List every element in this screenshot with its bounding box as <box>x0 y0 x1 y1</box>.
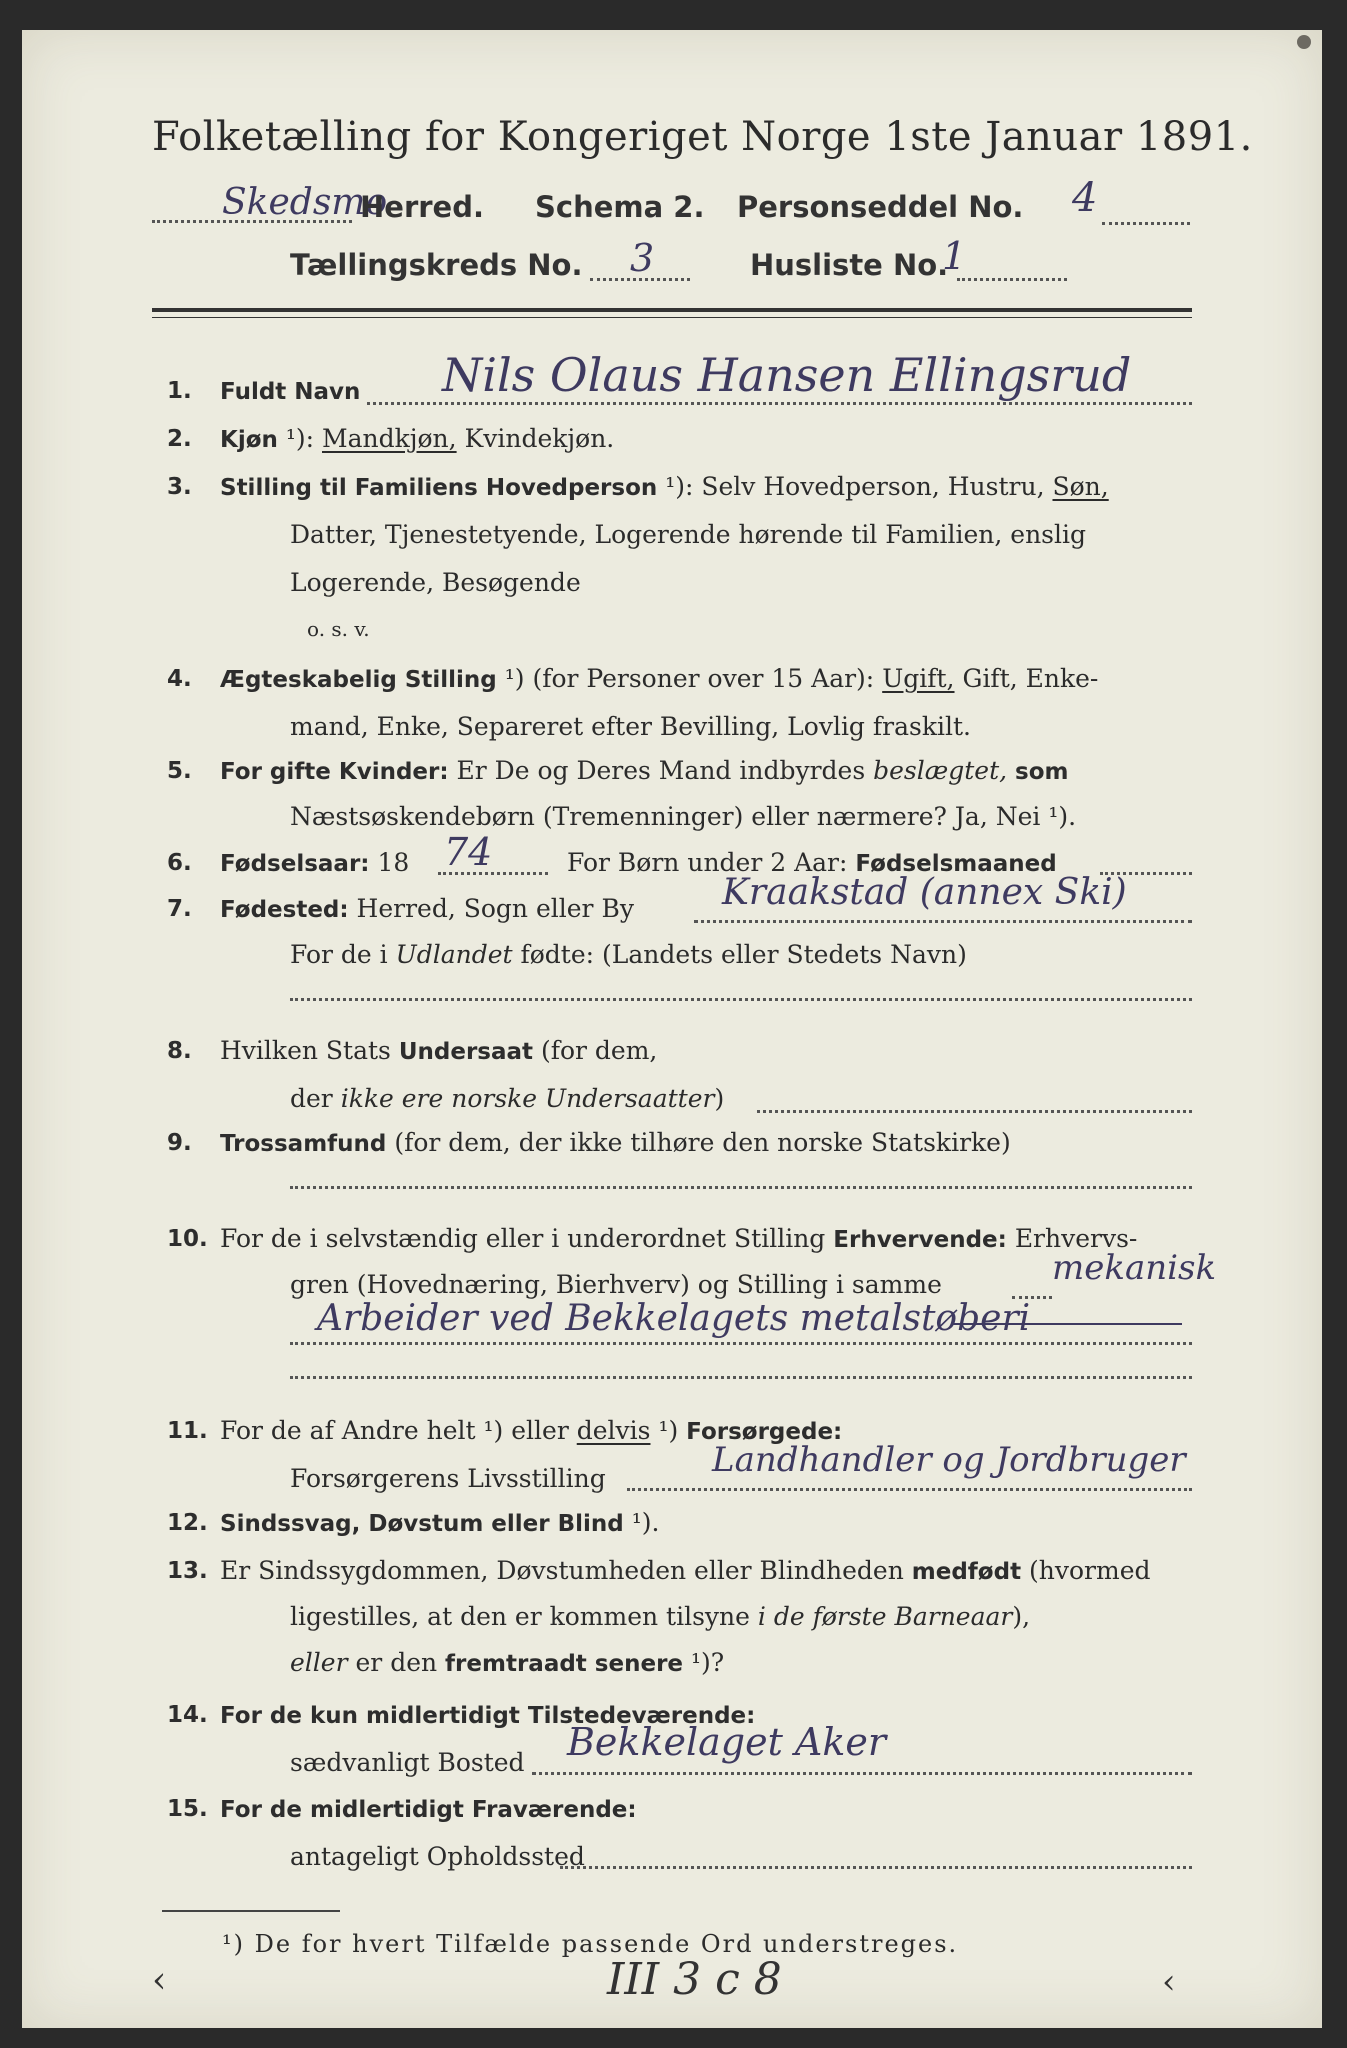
q1-number: 1. <box>167 378 192 404</box>
footnote: ¹) De for hvert Tilfælde passende Ord understreges. <box>222 1930 959 1958</box>
q3-number: 3. <box>167 474 192 500</box>
q15-label: For de midlertidigt Fraværende: <box>220 1797 637 1823</box>
q5-line2: Næstsøskendebørn (Tremenninger) eller nærmere? Ja, Nei ¹). <box>290 802 1077 831</box>
q4-line2: mand, Enke, Separeret efter Bevilling, Lovlig fraskilt. <box>290 712 971 741</box>
pin-hole <box>1297 35 1311 49</box>
q3-option-son: Søn, <box>1052 472 1109 501</box>
personseddel-dots <box>1102 222 1190 225</box>
q13-line2b: i de første Barneaar <box>757 1602 1013 1631</box>
q13-line2c: ), <box>1012 1602 1031 1631</box>
herred-label: Herred. <box>360 190 484 224</box>
q12-footnote: ¹). <box>631 1508 660 1537</box>
q11-b: ¹) <box>658 1416 679 1445</box>
q11-a: For de af Andre helt ¹) eller <box>220 1416 569 1445</box>
q15-line2: antageligt Opholdssted <box>290 1842 585 1871</box>
personseddel-value: 4 <box>1072 175 1098 221</box>
q5-som: som <box>1015 759 1069 785</box>
q9-rest: (for dem, der ikke tilhøre den norske Statskirke) <box>394 1128 1011 1157</box>
q8-a: Hvilken Stats <box>220 1036 391 1065</box>
occupation-value-1: mekanisk <box>1052 1248 1217 1288</box>
q15-number: 15. <box>167 1796 208 1822</box>
q13-c: (hvormed <box>1029 1556 1151 1585</box>
schema-label: Schema 2. <box>535 190 705 224</box>
q9-label: Trossamfund <box>220 1131 387 1157</box>
q2-number: 2. <box>167 426 192 452</box>
q5-question: Er De og Deres Mand indbyrdes <box>456 756 866 785</box>
q7-line2c: fødte: (Landets eller Stedets Navn) <box>520 940 967 969</box>
q11-line2: Forsørgerens Livsstilling <box>290 1464 606 1493</box>
q11-dots <box>627 1488 1192 1491</box>
q10-dots-2 <box>290 1342 1192 1345</box>
q4-number: 4. <box>167 666 192 692</box>
q4-options: Gift, Enke- <box>962 664 1099 693</box>
q3-line4: o. s. v. <box>307 617 370 641</box>
q7-number: 7. <box>167 896 192 922</box>
q2-footnote: ¹): <box>285 424 315 453</box>
q8-line2c: ) <box>714 1084 725 1113</box>
q9-number: 9. <box>167 1130 192 1156</box>
q4-condition: ¹) (for Personer over 15 Aar): <box>504 664 875 693</box>
q8-b: Undersaat <box>398 1039 534 1065</box>
q13-b: medfødt <box>911 1559 1022 1585</box>
kreds-label: Tællingskreds No. <box>290 248 583 282</box>
q4-label: Ægteskabelig Stilling <box>220 667 497 693</box>
q13-number: 13. <box>167 1558 208 1584</box>
q14-number: 14. <box>167 1702 208 1728</box>
q2-option-male: Mandkjøn, <box>322 424 457 453</box>
q10-number: 10. <box>167 1226 208 1252</box>
q10-c: Erhvervs- <box>1014 1224 1138 1253</box>
footnote-rule <box>162 1910 340 1912</box>
q8-number: 8. <box>167 1038 192 1064</box>
occupation-value-2: Arbeider ved Bekkelagets metalstøberi <box>317 1298 1031 1339</box>
q12-number: 12. <box>167 1510 208 1536</box>
q13-line3d: ¹)? <box>690 1648 725 1677</box>
bottom-marks: III 3 c 8 <box>607 1954 782 2005</box>
q14-dots <box>532 1772 1192 1775</box>
margin-tick-left: ‹ <box>152 1960 167 2001</box>
q14-line2: sædvanligt Bosted <box>290 1748 525 1777</box>
q6-century: 18 <box>377 848 410 877</box>
q11-number: 11. <box>167 1418 208 1444</box>
q13-line3b: er den <box>355 1648 438 1677</box>
q10-line2: gren (Hovednæring, Bierhverv) og Stilling i samme <box>290 1270 942 1299</box>
q7-rest: Herred, Sogn eller By <box>356 894 634 923</box>
q10-b: Erhvervende: <box>833 1227 1007 1253</box>
q7-foreign-dots <box>290 998 1192 1001</box>
q8-line2a: der <box>290 1084 333 1113</box>
q8-c: (for dem, <box>540 1036 658 1065</box>
q10-a: For de i selvstændig eller i underordnet Stilling <box>220 1224 826 1253</box>
q3-line2: Datter, Tjenestetyende, Logerende hørende til Familien, enslig <box>290 520 1087 549</box>
birth-year-value: 74 <box>444 830 493 874</box>
residence-value: Bekkelaget Aker <box>567 1720 887 1764</box>
husliste-dots <box>957 278 1067 281</box>
q6-month-label: Fødselsmaaned <box>855 851 1057 877</box>
birthplace-value: Kraakstad (annex Ski) <box>722 872 1127 913</box>
husliste-label: Husliste No. <box>750 248 949 282</box>
q10-ink-stroke <box>952 1323 1182 1325</box>
q3-label: Stilling til Familiens Hovedperson <box>220 475 658 501</box>
q8-dots <box>757 1110 1192 1113</box>
herred-value: Skedsmo <box>222 182 388 223</box>
q13-line2a: ligestilles, at den er kommen tilsyne <box>290 1602 750 1631</box>
personseddel-label: Personseddel No. <box>737 190 1024 224</box>
q2-label: Kjøn <box>220 427 278 453</box>
census-form-page <box>22 30 1322 2028</box>
name-value: Nils Olaus Hansen Ellingsrud <box>442 348 1132 402</box>
q10-dots-3 <box>290 1376 1192 1379</box>
q9-dots <box>290 1186 1192 1189</box>
q13-a: Er Sindssygdommen, Døvstumheden eller Blindheden <box>220 1556 904 1585</box>
q7-label: Fødested: <box>220 897 349 923</box>
q15-dots <box>560 1866 1192 1869</box>
q14-label: For de kun midlertidigt Tilstedeværende: <box>220 1703 756 1729</box>
provider-value: Landhandler og Jordbruger <box>712 1440 1186 1480</box>
q5-label: For gifte Kvinder: <box>220 759 449 785</box>
q1-dots <box>367 402 1192 405</box>
header-rule-thin <box>152 317 1192 318</box>
kreds-value: 3 <box>630 236 655 280</box>
q6-child-note: For Børn under 2 Aar: <box>567 848 848 877</box>
husliste-value: 1 <box>942 234 967 278</box>
q2-option-female: Kvindekjøn. <box>464 424 615 453</box>
header-rule <box>152 308 1192 312</box>
q7-line2b: Udlandet <box>395 940 513 969</box>
q6-number: 6. <box>167 850 192 876</box>
q8-line2b: ikke ere norske Undersaatter <box>340 1084 715 1113</box>
q13-line3c: fremtraadt senere <box>445 1651 684 1677</box>
q5-number: 5. <box>167 758 192 784</box>
q13-line3a: eller <box>290 1648 348 1677</box>
q11-delvis: delvis <box>576 1416 651 1445</box>
q3-options: ¹): Selv Hovedperson, Hustru, <box>665 472 1045 501</box>
q1-label: Fuldt Navn <box>220 379 361 405</box>
form-title: Folketælling for Kongeriget Norge 1ste Januar 1891. <box>152 114 1253 160</box>
margin-tick-right: ‹ <box>1162 1962 1176 2002</box>
q5-italic: beslægtet, <box>873 756 1008 785</box>
q11-c: Forsørgede: <box>686 1419 843 1445</box>
q7-line2a: For de i <box>290 940 388 969</box>
q6-label: Fødselsaar: <box>220 851 370 877</box>
q3-line3: Logerende, Besøgende <box>290 568 581 597</box>
q4-option-ugift: Ugift, <box>882 664 955 693</box>
q12-label: Sindssvag, Døvstum eller Blind <box>220 1511 624 1537</box>
q7-dots <box>694 920 1192 923</box>
